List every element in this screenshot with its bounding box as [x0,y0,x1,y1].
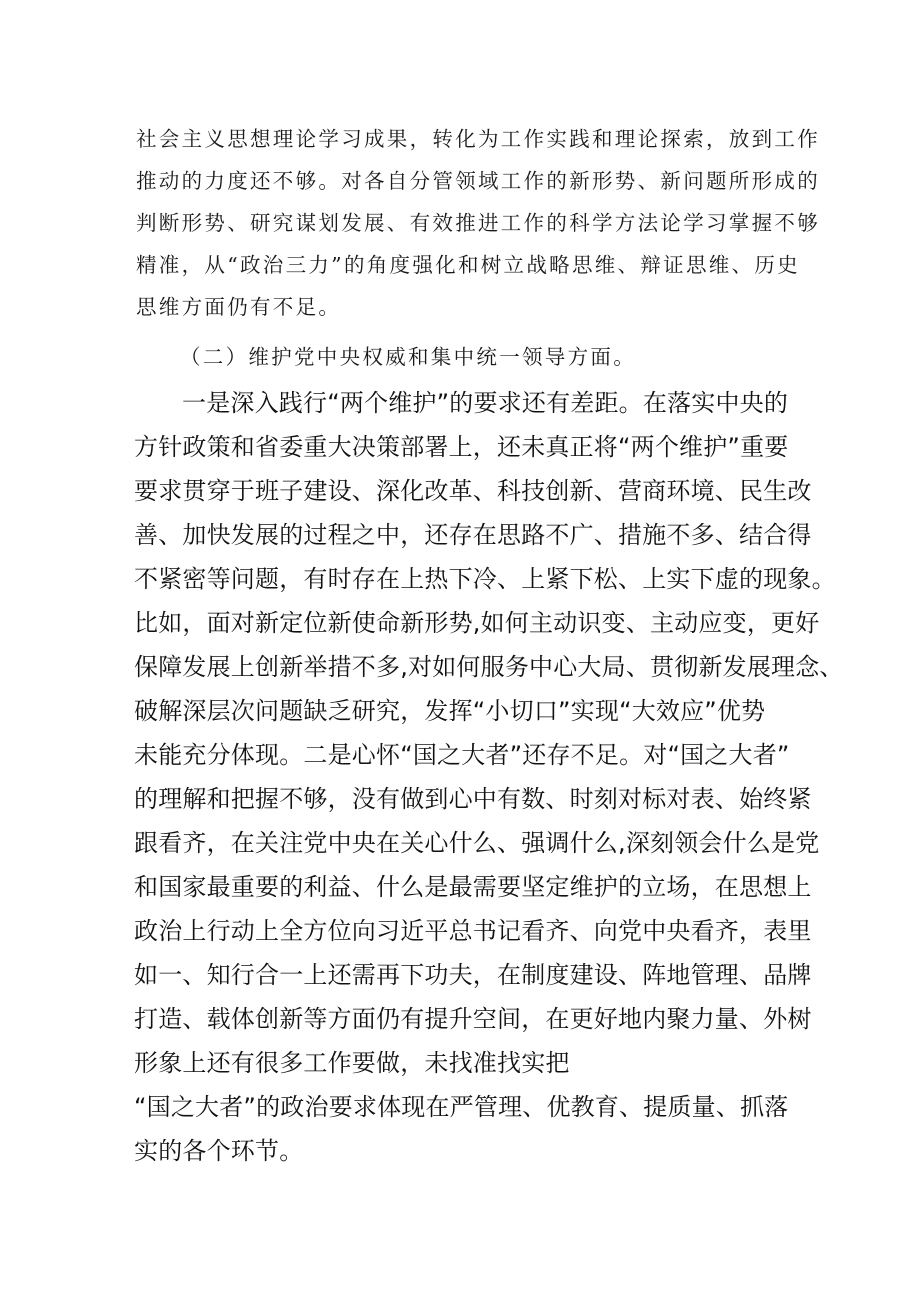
paragraph-two-line-5: 不紧密等问题，有时存在上热下冷、上紧下松、上实下虚的现象。 [134,565,836,593]
paragraph-two-line-4: 善、加快发展的过程之中，还存在思路不广、措施不多、结合得 [134,521,812,549]
paragraph-two-line-13: 政治上行动上全方位向习近平总书记看齐、向党中央看齐，表里 [134,917,812,945]
paragraph-two-line-6: 比如，面对新定位新使命新形势,如何主动识变、主动应变，更好 [134,609,820,637]
paragraph-two-line-12: 和国家最重要的利益、什么是最需要坚定维护的立场，在思想上 [134,873,812,901]
paragraph-one-line-4: 精准，从“政治三力”的角度强化和树立战略思维、辩证思维、历史 [136,253,800,277]
paragraph-one-line-1: 社会主义思想理论学习成果，转化为工作实践和理论探索，放到工作 [136,127,820,151]
paragraph-two-line-2: 方针政策和省委重大决策部署上，还未真正将“两个维护”重要 [134,433,789,461]
paragraph-two-line-10: 的理解和把握不够，没有做到心中有数、时刻对标对表、始终紧 [134,785,812,813]
paragraph-two-line-3: 要求贯穿于班子建设、深化改革、科技创新、营商环境、民生改 [134,477,812,505]
paragraph-two-line-17: “国之大者”的政治要求体现在严管理、优教育、提质量、抓落 [134,1093,789,1121]
paragraph-two-line-9: 未能充分体现。二是心怀“国之大者”还存不足。对“国之大者” [134,741,790,769]
paragraph-two-line-1: 一是深入践行“两个维护”的要求还有差距。在落实中央的 [182,389,789,417]
paragraph-two-line-16: 形象上还有很多工作要做，未找准找实把 [134,1049,570,1077]
paragraph-two-line-8: 破解深层次问题缺乏研究，发挥“小切口”实现“大效应”优势 [134,697,766,725]
paragraph-two-line-7: 保障发展上创新举措不多,对如何服务中心大局、贯彻新发展理念、 [134,653,844,681]
section-heading: （二）维护党中央权威和集中统一领导方面。 [180,345,636,369]
paragraph-two-line-14: 如一、知行合一上还需再下功夫，在制度建设、阵地管理、品牌 [134,961,812,989]
paragraph-one-line-3: 判断形势、研究谋划发展、有效推进工作的科学方法论学习掌握不够 [136,211,820,235]
paragraph-two-line-18: 实的各个环节。 [134,1137,304,1165]
paragraph-two-line-15: 打造、载体创新等方面仍有提升空间，在更好地内聚力量、外树 [134,1005,812,1033]
paragraph-one-line-5: 思维方面仍有不足。 [136,295,342,319]
paragraph-two-line-11: 跟看齐，在关注党中央在关心什么、强调什么,深刻领会什么是党 [134,829,820,857]
paragraph-one-line-2: 推动的力度还不够。对各自分管领域工作的新形势、新问题所形成的 [136,169,820,193]
